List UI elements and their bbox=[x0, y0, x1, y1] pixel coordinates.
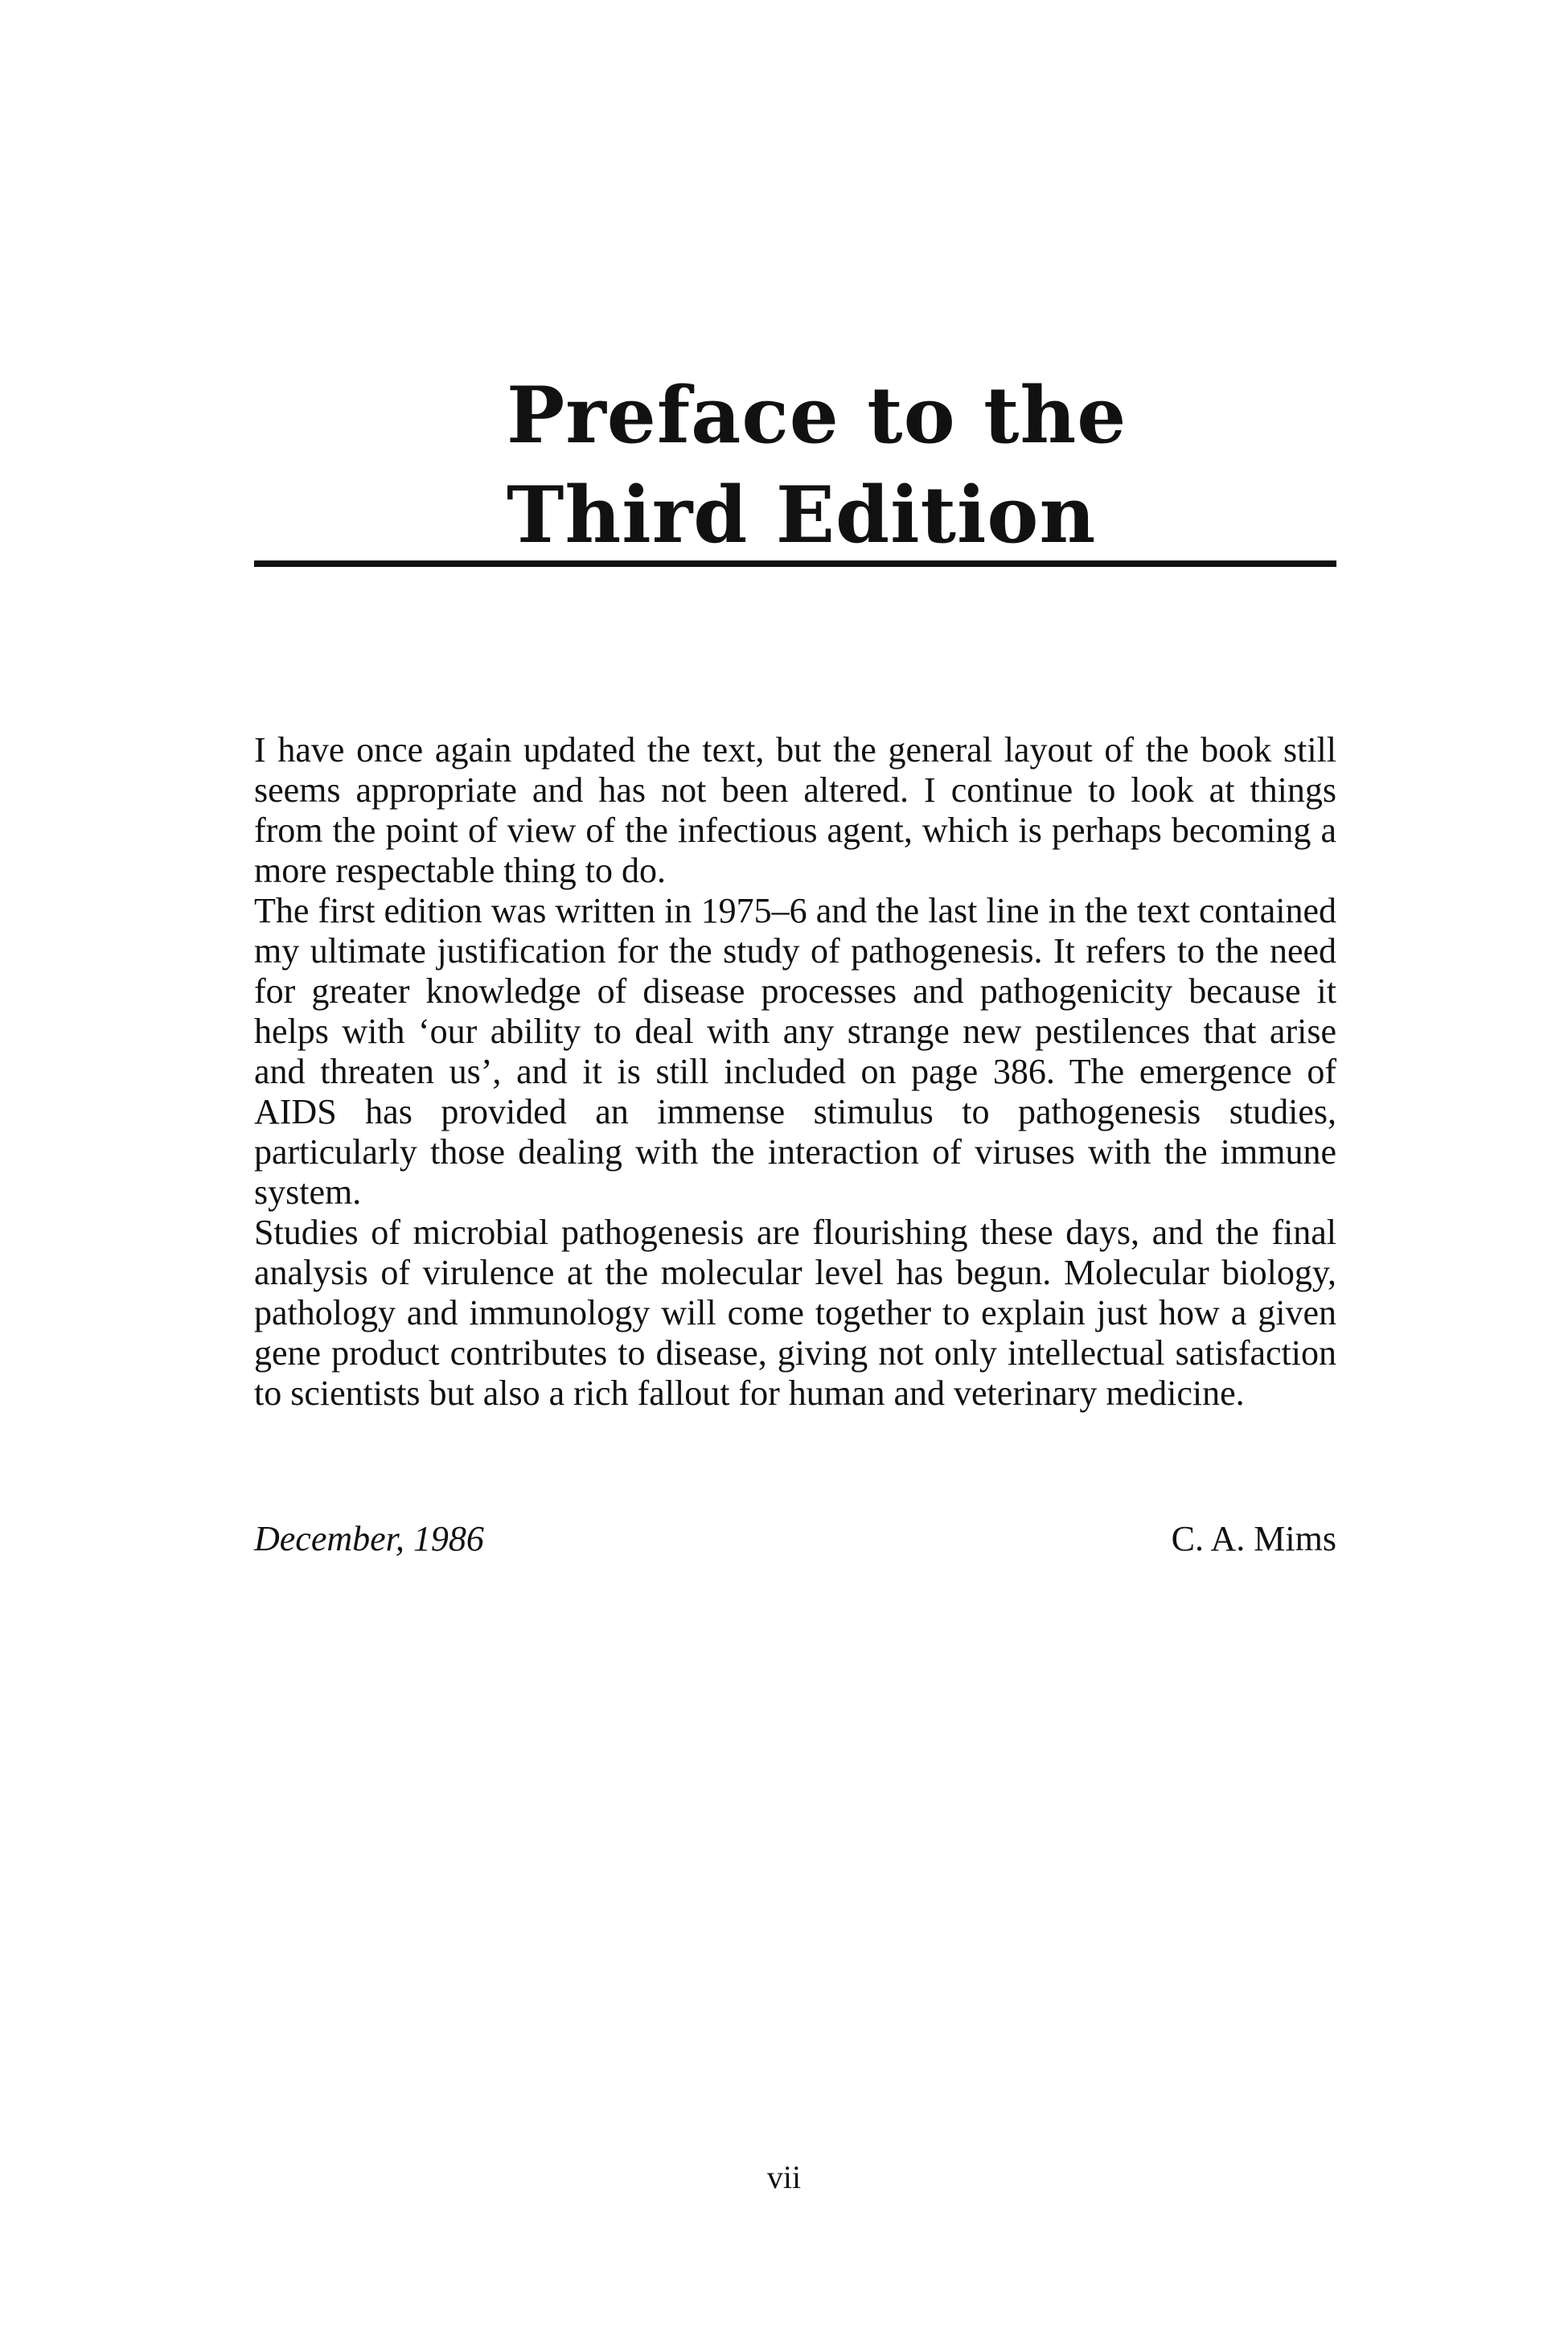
page-number: vii bbox=[766, 2159, 802, 2195]
paragraph-1: I have once again updated the text, but the general layout of the book still seems appropriate and has not been altered. I continue to look at things from the point of view of the infectious agent, which is perhaps becoming a more respectable thing to do. bbox=[254, 730, 1336, 890]
signoff-date: December, 1986 bbox=[254, 1519, 484, 1558]
title-line-1: Preface to the bbox=[507, 370, 1127, 461]
title-line-2: Third Edition bbox=[507, 470, 1097, 560]
body-text bbox=[254, 730, 1336, 1414]
signoff-author: C. A. Mims bbox=[1171, 1519, 1336, 1558]
signoff bbox=[254, 1517, 1336, 1562]
page-title bbox=[507, 366, 1391, 565]
title-rule bbox=[254, 560, 1336, 567]
paragraph-2: The first edition was written in 1975–6 and the last line in the text contained my ultimate justification for the study of pathogenesis. It refers to the need for greater knowledge of disease processes and pathogenicity because it helps with ‘our ability to deal with any strange new pestilences that arise and threaten us’, and it is still included on page 386. The emergence of AIDS has provided an immense stimulus to pathogenesis studies, particularly those dealing with the interaction of viruses with the immune system. bbox=[254, 891, 1336, 1212]
paragraph-3: Studies of microbial pathogenesis are flourishing these days, and the final analysis of virulence at the molecular level has begun. Molecular biology, pathology and immunology will come together to explain just how a given gene product contributes to disease, giving not only intellectual satisfaction to scientists but also a rich fallout for human and veterinary medicine. bbox=[254, 1213, 1336, 1413]
